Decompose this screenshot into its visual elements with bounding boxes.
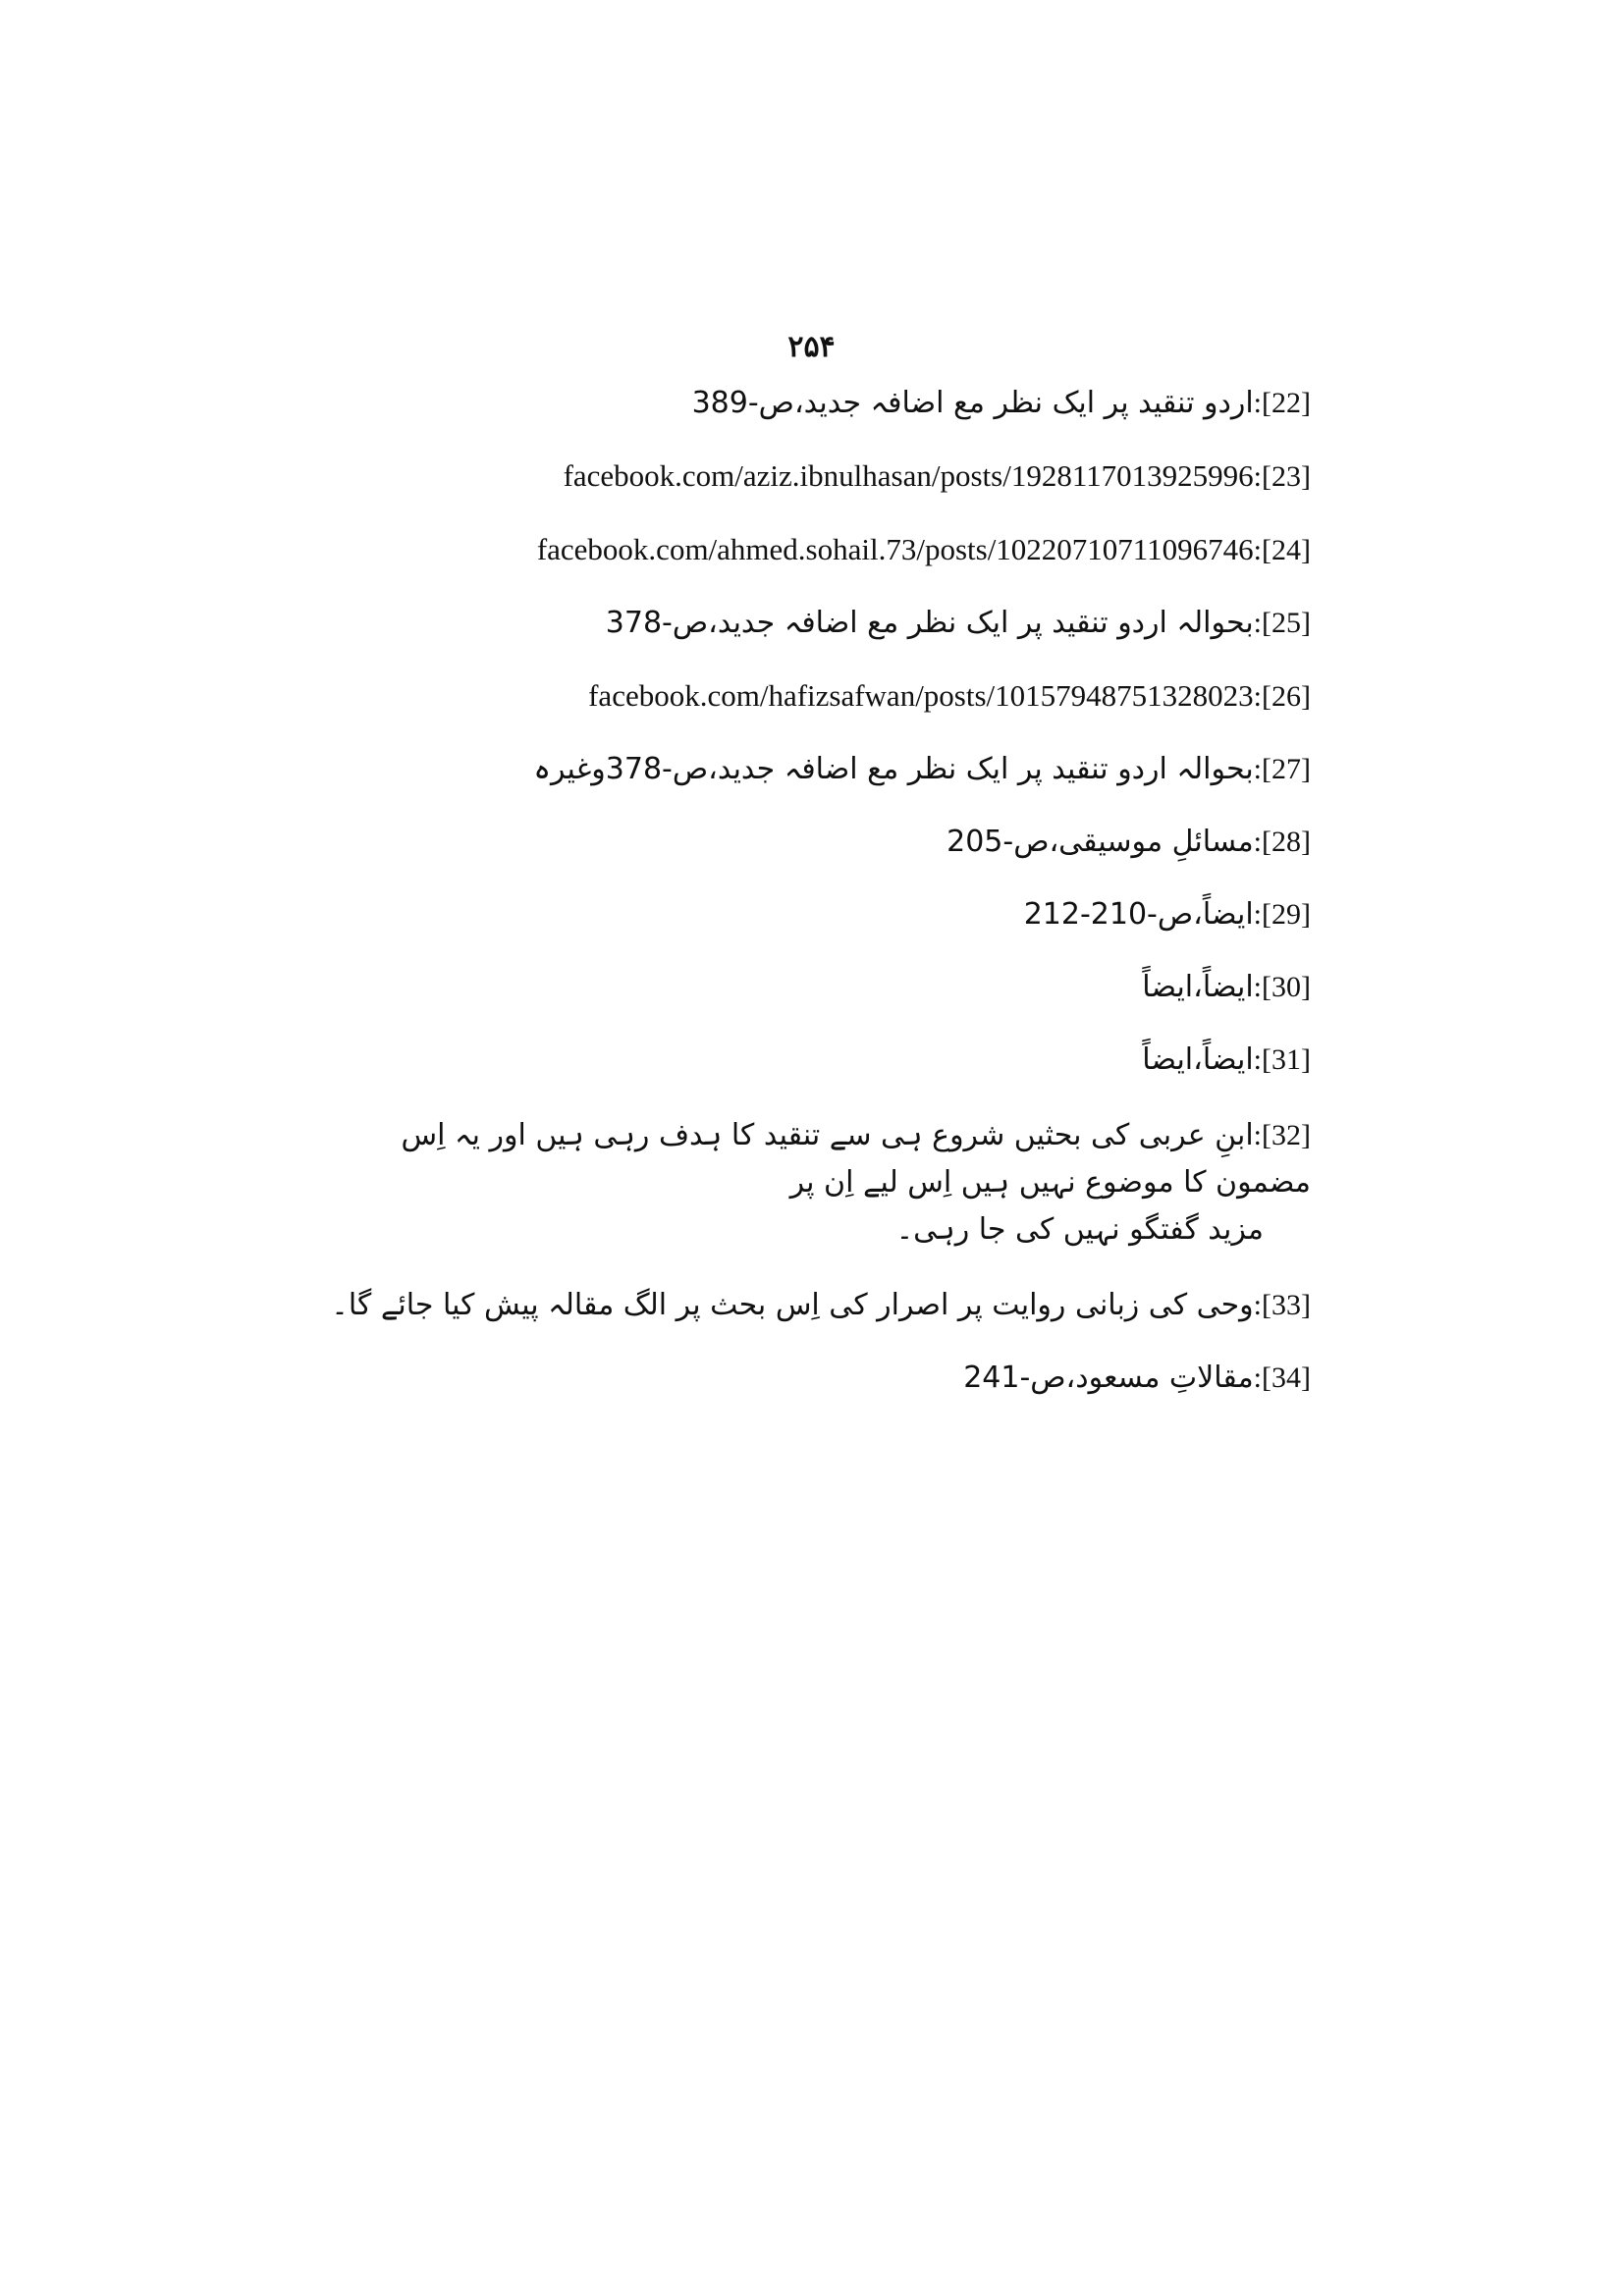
footnote-number: 24: [1271, 534, 1301, 566]
footnote-27: [27]:بحوالہ اردو تنقید پر ایک نظر مع اضافہ جدید،ص-378وغیرہ: [533, 752, 1311, 786]
footnote-31: [31]:ایضاً،ایضاً: [1142, 1042, 1311, 1077]
footnote-24: [24]:facebook.com/ahmed.sohail.73/posts/10220710711096746: [536, 532, 1311, 566]
footnotes-list: [319, 383, 1311, 1430]
footnote-number: 34: [1271, 1362, 1301, 1394]
footnote-number: 33: [1271, 1289, 1301, 1321]
footnote-text: اردو تنقید پر ایک نظر مع اضافہ جدید،ص-389: [691, 386, 1254, 420]
footnote-url: facebook.com/ahmed.sohail.73/posts/10220710711096746: [536, 532, 1254, 566]
footnote-text: بحوالہ اردو تنقید پر ایک نظر مع اضافہ جدید،ص-378وغیرہ: [533, 752, 1254, 786]
page-number: ۲۵۴: [787, 330, 836, 364]
footnote-34: [34]:مقالاتِ مسعود،ص-241: [963, 1361, 1311, 1395]
footnote-number: 25: [1271, 607, 1301, 639]
footnote-number: 22: [1271, 387, 1301, 419]
footnote-text: ایضاً،ایضاً: [1142, 1042, 1254, 1077]
footnote-33: [33]:وحی کی زبانی روایت پر اصرار کی اِس بحث پر الگ مقالہ پیش کیا جائے گا۔: [331, 1288, 1311, 1322]
footnote-32: [32]:ابنِ عربی کی بحثیں شروع ہی سے تنقید کا ہدف رہی ہیں اور یہ اِس مضمون کا موضوع نہیں ہیں اِس لیے اِن پر مزید گفتگو نہیں کی جا رہی۔: [319, 1112, 1311, 1254]
footnote-number: 30: [1271, 971, 1301, 1003]
footnote-text: مقالاتِ مسعود،ص-241: [963, 1361, 1254, 1395]
footnote-26: [26]:facebook.com/hafizsafwan/posts/10157948751328023: [588, 678, 1311, 713]
footnote-28: [28]:مسائلِ موسیقی،ص-205: [947, 825, 1311, 859]
footnote-22: [22]:اردو تنقید پر ایک نظر مع اضافہ جدید،ص-389: [691, 386, 1311, 420]
footnote-29: [29]:ایضاً،ص-210-212: [1023, 897, 1311, 932]
footnote-text: وحی کی زبانی روایت پر اصرار کی اِس بحث پر الگ مقالہ پیش کیا جائے گا۔: [331, 1288, 1254, 1322]
footnote-25: [25]:بحوالہ اردو تنقید پر ایک نظر مع اضافہ جدید،ص-378: [605, 606, 1311, 640]
footnote-number: 23: [1271, 460, 1301, 493]
footnote-30: [30]:ایضاً،ایضاً: [1142, 970, 1311, 1004]
footnote-text: بحوالہ اردو تنقید پر ایک نظر مع اضافہ جدید،ص-378: [605, 606, 1254, 640]
footnote-url: facebook.com/hafizsafwan/posts/10157948751328023: [588, 678, 1254, 713]
footnote-text: ابنِ عربی کی بحثیں شروع ہی سے تنقید کا ہدف رہی ہیں اور یہ اِس مضمون کا موضوع نہیں ہیں اِس لیے اِن پر: [401, 1118, 1311, 1200]
footnote-number: 32: [1271, 1119, 1301, 1151]
footnote-number: 31: [1271, 1043, 1301, 1076]
footnote-number: 28: [1271, 826, 1301, 858]
footnote-text: ایضاً،ایضاً: [1142, 970, 1254, 1004]
footnote-text: ایضاً،ص-210-212: [1023, 897, 1254, 932]
footnote-continuation: مزید گفتگو نہیں کی جا رہی۔: [895, 1212, 1264, 1247]
footnote-number: 27: [1271, 753, 1301, 785]
footnote-23: [23]:facebook.com/aziz.ibnulhasan/posts/1928117013925996: [563, 458, 1311, 493]
footnote-text: مسائلِ موسیقی،ص-205: [947, 825, 1254, 859]
footnote-number: 29: [1271, 898, 1301, 931]
footnote-url: facebook.com/aziz.ibnulhasan/posts/1928117013925996: [563, 458, 1254, 493]
footnote-number: 26: [1271, 680, 1301, 713]
